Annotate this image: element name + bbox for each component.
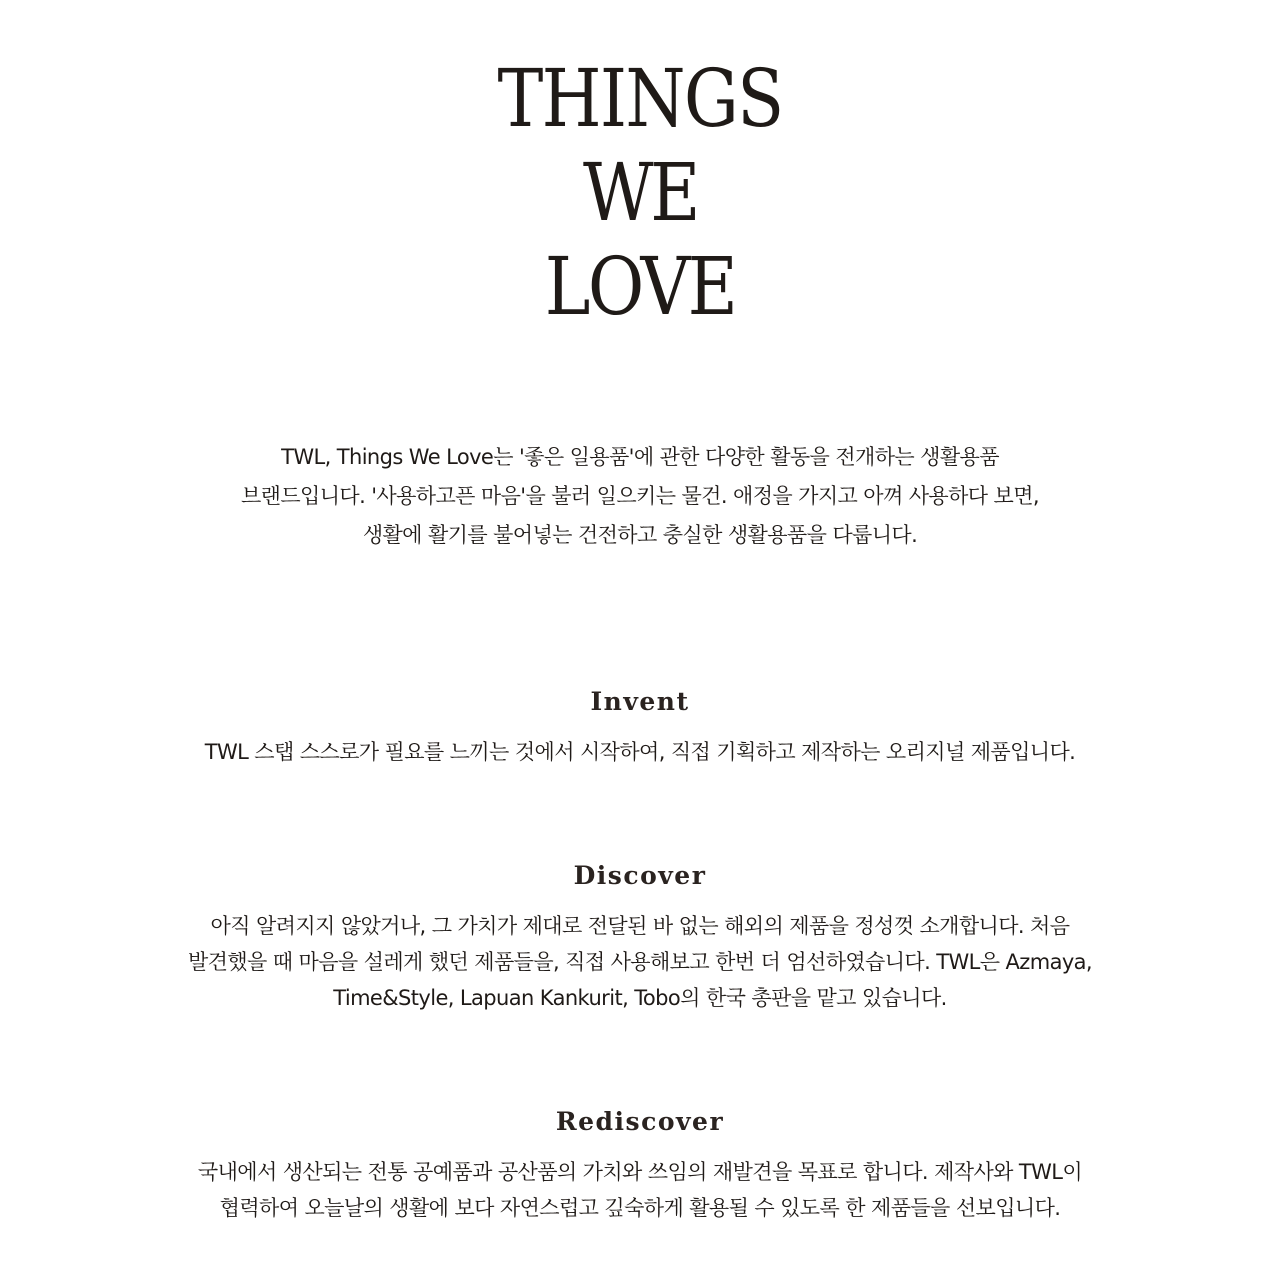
section-heading-discover: Discover bbox=[573, 861, 707, 890]
logo-line-love: LOVE bbox=[544, 240, 736, 333]
logo-line-things: THINGS bbox=[497, 52, 783, 145]
intro-paragraph bbox=[120, 438, 1160, 555]
intro-line: 생활에 활기를 불어넣는 건전하고 충실한 생활용품을 다룹니다. bbox=[362, 523, 918, 547]
section-invent bbox=[120, 684, 1160, 770]
section-line: Time&Style, Lapuan Kankurit, Tobo의 한국 총판을 맡고 있습니다. bbox=[333, 986, 947, 1010]
section-discover bbox=[120, 858, 1160, 1016]
section-line: 국내에서 생산되는 전통 공예품과 공산품의 가치와 쓰임의 재발견을 목표로 합니다. 제작사와 TWL이 bbox=[197, 1160, 1083, 1184]
logo-line-we: WE bbox=[582, 146, 698, 239]
intro-line: 브랜드입니다. '사용하고픈 마음'을 불러 일으키는 물건. 애정을 가지고 아껴 사용하다 보면, bbox=[240, 484, 1040, 508]
intro-line: TWL, Things We Love는 '좋은 일용품'에 관한 다양한 활동을 전개하는 생활용품 bbox=[281, 445, 999, 469]
section-body-discover bbox=[120, 908, 1160, 1016]
section-rediscover bbox=[120, 1104, 1160, 1226]
section-line: 아직 알려지지 않았거나, 그 가치가 제대로 전달된 바 없는 해외의 제품을 정성껏 소개합니다. 처음 bbox=[210, 914, 1070, 938]
section-body-rediscover bbox=[120, 1154, 1160, 1226]
section-line: 발견했을 때 마음을 설레게 했던 제품들을, 직접 사용해보고 한번 더 엄선하였습니다. TWL은 Azmaya, bbox=[187, 950, 1093, 974]
section-line: 협력하여 오늘날의 생활에 보다 자연스럽고 깊숙하게 활용될 수 있도록 한 제품들을 선보입니다. bbox=[219, 1196, 1061, 1220]
section-heading-rediscover: Rediscover bbox=[555, 1107, 725, 1136]
brand-logo bbox=[0, 52, 1280, 334]
section-heading-invent: Invent bbox=[590, 687, 690, 716]
section-line: TWL 스탭 스스로가 필요를 느끼는 것에서 시작하여, 직접 기획하고 제작하는 오리지널 제품입니다. bbox=[204, 740, 1076, 764]
section-body-invent bbox=[120, 734, 1160, 770]
